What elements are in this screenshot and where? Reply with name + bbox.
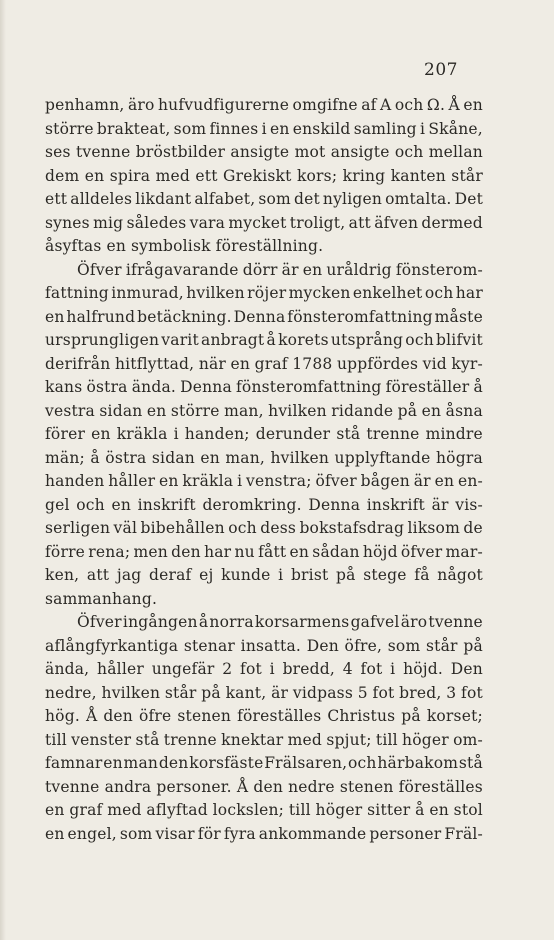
text-line: en graf med aflyftad lockslen; till höger sitter å en stol	[45, 801, 483, 819]
text-line: sammanhang.	[45, 589, 158, 608]
text-line: en halfrund betäckning. Denna fönsteromfattning måste	[45, 307, 483, 326]
text-line: aflångfyrkantiga stenar insatta. Den öfre, som står på	[45, 636, 483, 655]
text-line: Öfver ifrågavarande dörr är en uråldrig fönsterom-	[77, 260, 483, 279]
text-line: fattning inmurad, hvilken röjer mycken enkelhet och har	[45, 284, 483, 302]
text-line: förer en kräkla i handen; derunder stå trenne mindre	[45, 425, 483, 443]
text-line: handen håller en kräkla i venstra; öfver bågen är en en-	[45, 472, 483, 490]
text-line: till venster stå trenne knektar med spjut; till höger om-	[45, 730, 483, 749]
text-line: dem en spira med ett Grekiskt kors; kring kanten står	[45, 166, 483, 185]
text-line: kans östra ända. Denna fönsteromfattning föreställer å	[45, 378, 483, 396]
text-line: serligen väl bibehållen och dess bokstafsdrag liksom de	[45, 519, 483, 537]
page-edge	[0, 0, 6, 940]
body-text	[45, 94, 483, 846]
text-line: ett alldeles likdant alfabet, som det nyligen omtalta. Det	[45, 190, 483, 208]
text-line: nedre, hvilken står på kant, är vidpass 5 fot bred, 3 fot	[45, 683, 483, 702]
text-line: synes mig således vara mycket troligt, att äfven dermed	[45, 213, 483, 232]
text-line: ses tvenne bröstbilder ansigte mot ansigte och mellan	[45, 143, 483, 161]
text-line: penhamn, äro hufvudfigurerne omgifne af A och Ω. Å en	[45, 96, 483, 114]
text-line: tvenne andra personer. Å den nedre stenen föreställes	[45, 777, 483, 796]
text-line: Öfver ingången å norra korsarmens gafvel äro tvenne	[77, 613, 483, 631]
text-line: derifrån hitflyttad, när en graf 1788 uppfördes vid kyr-	[45, 354, 483, 373]
text-line: förre rena; men den har nu fått en sådan höjd öfver mar-	[45, 542, 483, 561]
text-line: ända, håller ungefär 2 fot i bredd, 4 fot i höjd. Den	[45, 660, 483, 678]
text-line: hög. Å den öfre stenen föreställes Christus på korset;	[45, 707, 483, 725]
page-number: 207	[424, 60, 458, 80]
text-line: en engel, som visar för fyra ankommande personer Fräl-	[45, 824, 483, 843]
text-line: ursprungligen varit anbragt å korets utsprång och blifvit	[45, 331, 483, 349]
text-line: gel och en inskrift deromkring. Denna inskrift är vis-	[45, 495, 483, 514]
text-line: män; å östra sidan en man, hvilken upplyftande högra	[45, 448, 483, 467]
text-line: ken, att jag deraf ej kunde i brist på stege få något	[45, 566, 483, 584]
text-line: famnar en man den korsfäste Frälsaren, och härbakom stå	[45, 754, 483, 772]
text-line: större brakteat, som finnes i en enskild samling i Skåne,	[45, 119, 483, 138]
text-line: vestra sidan en större man, hvilken ridande på en åsna	[45, 401, 483, 420]
text-line: åsyftas en symbolisk föreställning.	[45, 237, 324, 255]
